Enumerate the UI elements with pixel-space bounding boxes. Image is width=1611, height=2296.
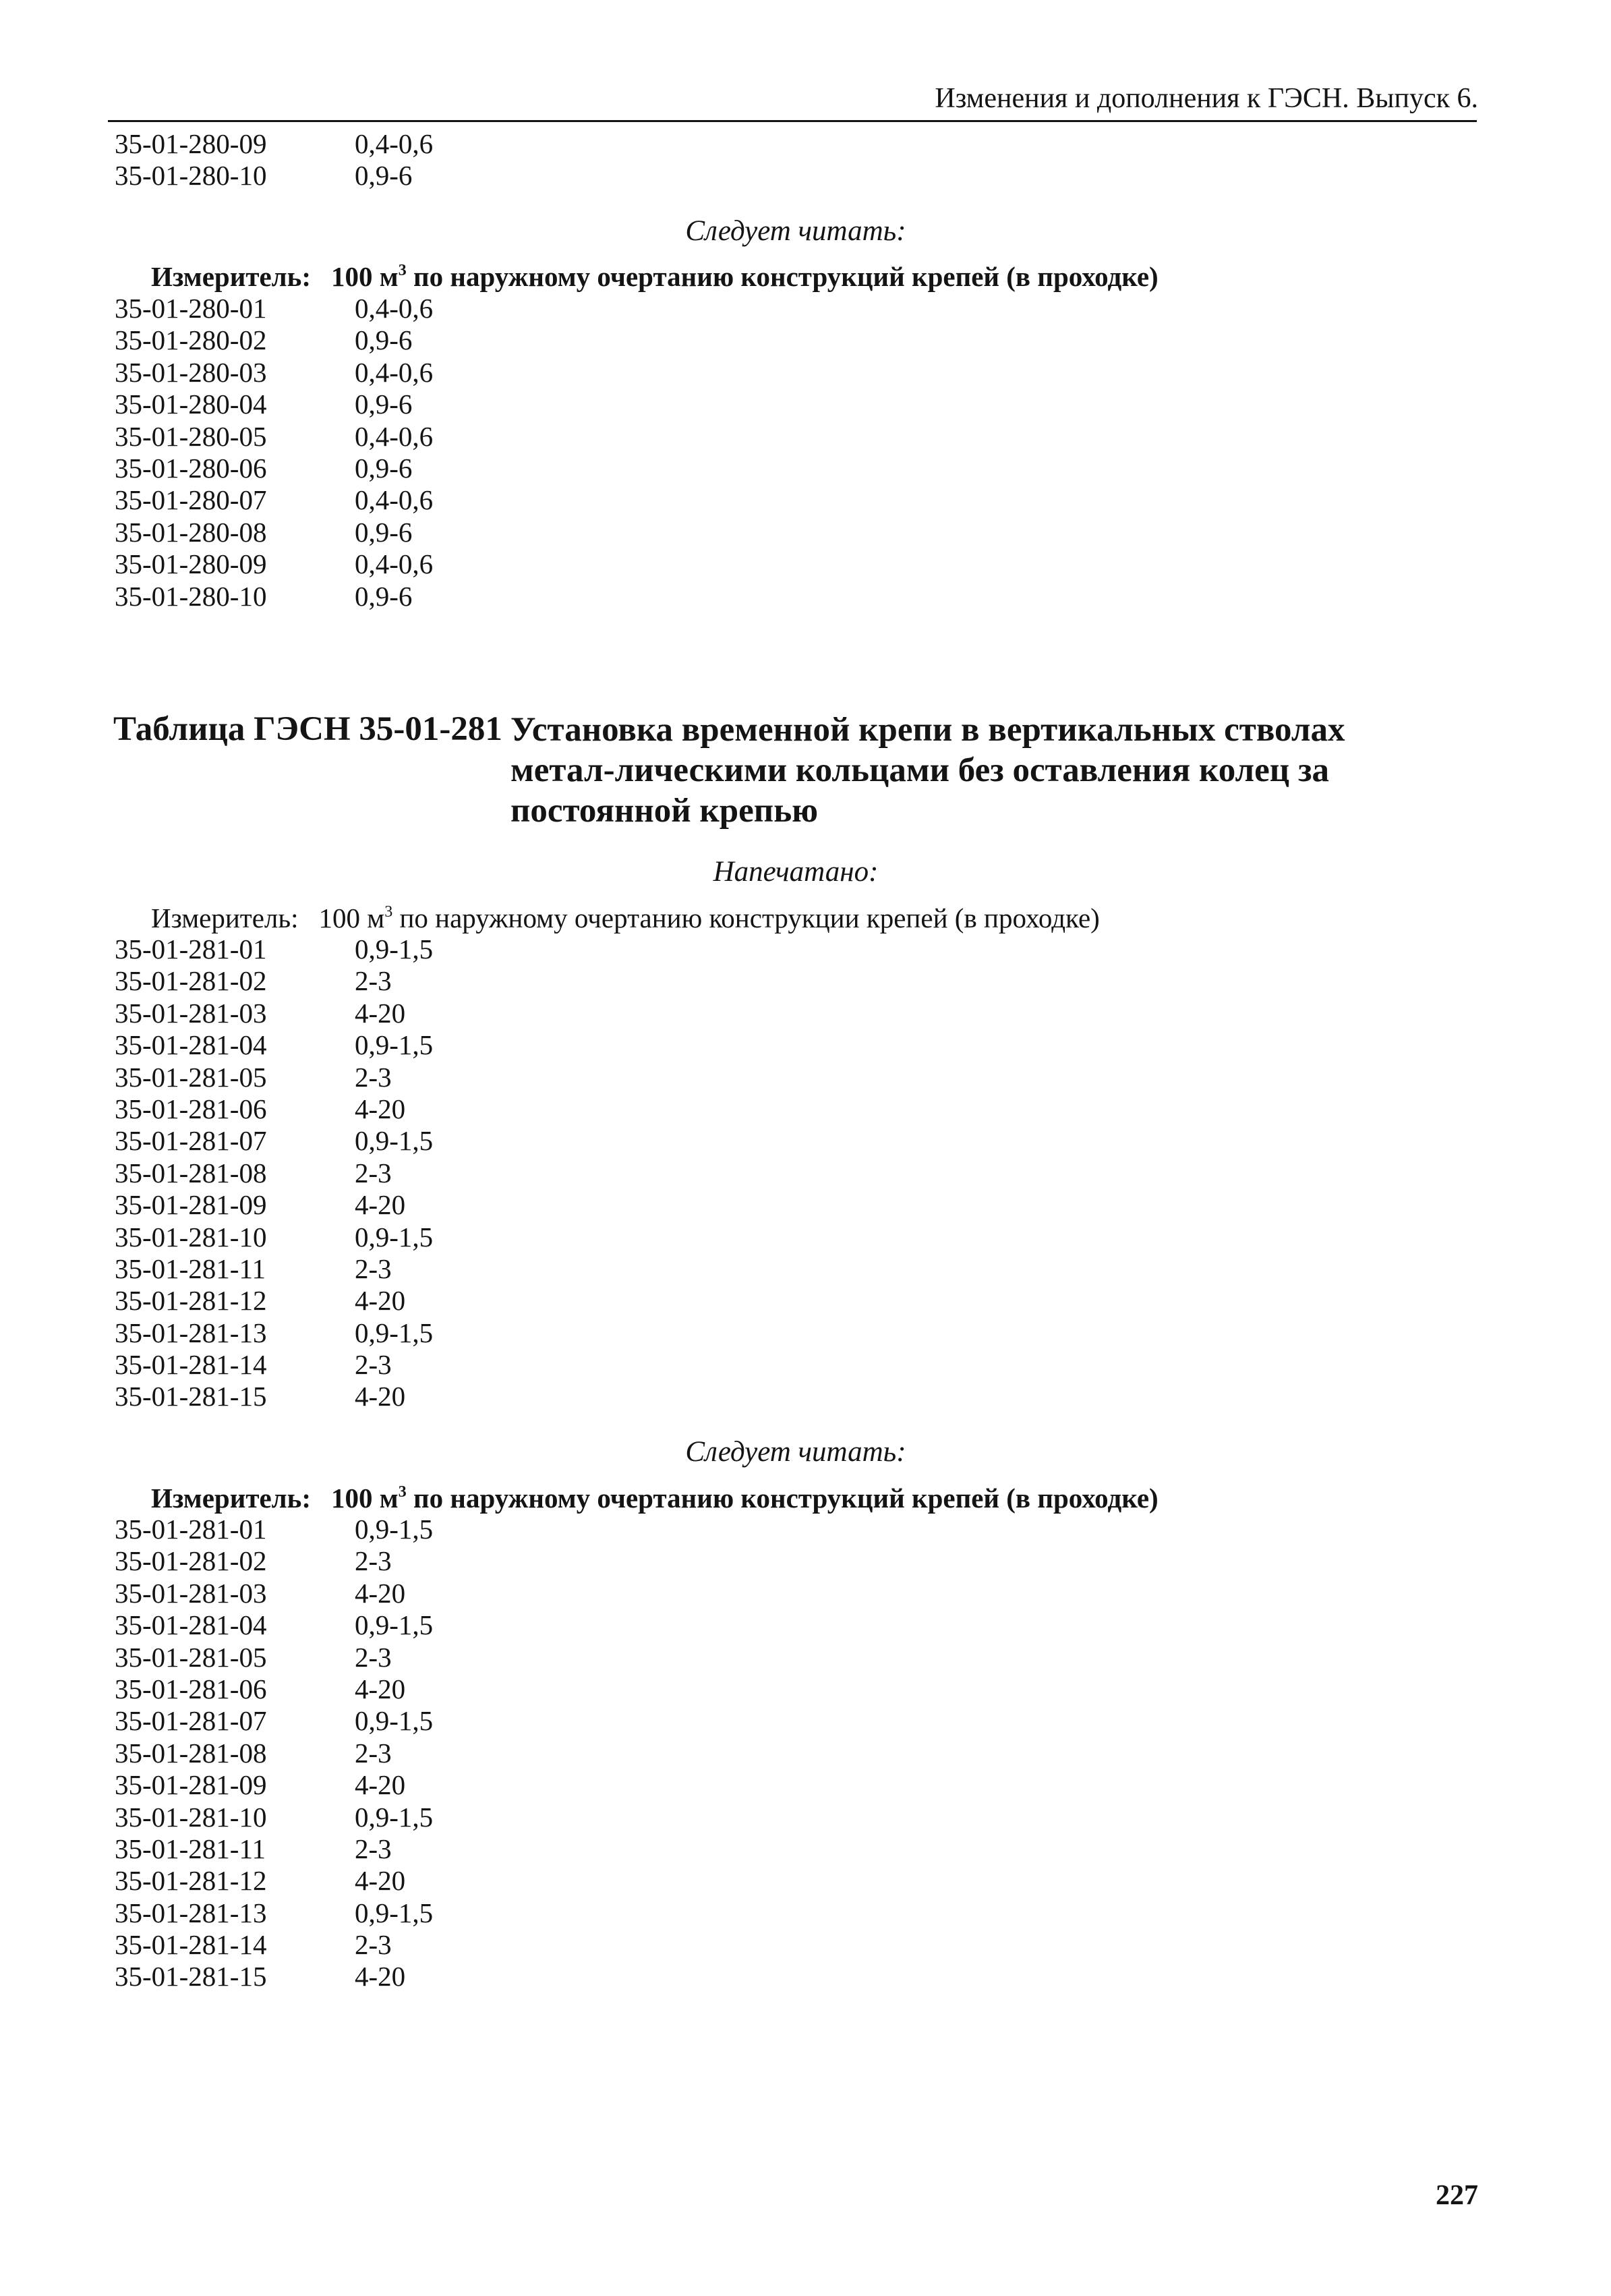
row-code: 35-01-281-06 [115, 1673, 267, 1704]
row-value: 2-3 [355, 1061, 392, 1093]
row-value: 2-3 [355, 1737, 392, 1769]
row-value: 0,9-6 [355, 516, 413, 548]
row-code: 35-01-281-08 [115, 1737, 267, 1769]
row-code: 35-01-281-15 [115, 1961, 267, 1992]
row-value: 0,9-6 [355, 452, 413, 484]
row-value: 4-20 [355, 997, 406, 1029]
measure-line [151, 260, 1159, 293]
running-header: Изменения и дополнения к ГЭСН. Выпуск 6. [935, 83, 1478, 114]
table-title-label: Таблица ГЭСН 35-01-281 [113, 710, 502, 748]
section-label-printed: Напечатано: [713, 856, 879, 888]
row-value: 0,9-6 [355, 389, 413, 420]
row-code: 35-01-281-10 [115, 1221, 267, 1253]
row-value: 0,4-0,6 [355, 293, 434, 324]
row-value: 4-20 [355, 1093, 406, 1124]
row-value: 2-3 [355, 1253, 392, 1284]
row-value: 4-20 [355, 1189, 406, 1221]
row-code: 35-01-280-09 [115, 548, 267, 580]
row-code: 35-01-281-09 [115, 1189, 267, 1221]
row-value: 0,9-1,5 [355, 1897, 434, 1928]
row-code: 35-01-281-09 [115, 1769, 267, 1801]
row-value: 0,9-1,5 [355, 1125, 434, 1157]
row-code: 35-01-281-02 [115, 965, 267, 997]
row-code: 35-01-281-13 [115, 1897, 267, 1928]
measure-label: Измеритель: [151, 261, 312, 292]
measure-desc: по наружному очертанию конструкции крепей (в проходке) [392, 902, 1100, 934]
row-code: 35-01-281-03 [115, 1577, 267, 1609]
row-code: 35-01-281-12 [115, 1865, 267, 1897]
row-value: 0,9-1,5 [355, 1609, 434, 1641]
row-code: 35-01-281-02 [115, 1545, 267, 1577]
row-code: 35-01-280-06 [115, 452, 267, 484]
measure-label: Измеритель: [151, 1483, 312, 1514]
row-value: 2-3 [355, 1929, 392, 1961]
row-value: 0,9-1,5 [355, 1801, 434, 1833]
row-value: 2-3 [355, 1833, 392, 1864]
row-value: 4-20 [355, 1381, 406, 1412]
measure-unit [331, 1482, 1159, 1514]
row-value: 0,9-1,5 [355, 1514, 434, 1545]
row-code: 35-01-281-05 [115, 1641, 267, 1673]
header-rule [108, 120, 1477, 122]
section-label-should-read: Следует читать: [685, 1436, 906, 1468]
row-code: 35-01-281-11 [115, 1253, 266, 1284]
row-code: 35-01-280-05 [115, 420, 267, 452]
row-value: 2-3 [355, 1349, 392, 1381]
row-value: 0,9-6 [355, 324, 413, 356]
row-code: 35-01-280-09 [115, 128, 267, 159]
measure-unit [318, 902, 1099, 934]
row-code: 35-01-281-12 [115, 1285, 267, 1317]
row-value: 0,9-6 [355, 580, 413, 612]
row-code: 35-01-280-02 [115, 324, 267, 356]
row-code: 35-01-281-05 [115, 1061, 267, 1093]
measure-unit-sup: 3 [384, 903, 393, 921]
row-code: 35-01-280-08 [115, 516, 267, 548]
row-code: 35-01-281-01 [115, 1514, 267, 1545]
row-value: 2-3 [355, 965, 392, 997]
measure-line [151, 902, 1100, 934]
row-value: 0,9-1,5 [355, 1221, 434, 1253]
row-value: 4-20 [355, 1577, 406, 1609]
row-value: 4-20 [355, 1285, 406, 1317]
row-value: 0,4-0,6 [355, 420, 434, 452]
measure-label: Измеритель: [151, 902, 299, 934]
row-value: 0,9-1,5 [355, 1029, 434, 1061]
row-value: 0,4-0,6 [355, 356, 434, 388]
row-code: 35-01-281-04 [115, 1029, 267, 1061]
table-title-text: Установка временной крепи в вертикальных стволах метал-лическими кольцами без оставления колец за постоянной крепью [510, 711, 1345, 830]
row-value: 0,9-6 [355, 160, 413, 192]
row-value: 4-20 [355, 1961, 406, 1992]
row-code: 35-01-281-08 [115, 1157, 267, 1188]
row-value: 2-3 [355, 1545, 392, 1577]
row-code: 35-01-280-01 [115, 293, 267, 324]
row-value: 0,9-1,5 [355, 934, 434, 965]
measure-unit-sup: 3 [398, 262, 407, 279]
measure-unit-text: 100 м [331, 261, 399, 292]
section-label-should-read: Следует читать: [685, 215, 906, 247]
row-code: 35-01-281-03 [115, 997, 267, 1029]
row-code: 35-01-280-07 [115, 484, 267, 516]
row-value: 0,4-0,6 [355, 484, 434, 516]
row-code: 35-01-281-15 [115, 1381, 267, 1412]
row-code: 35-01-281-14 [115, 1929, 267, 1961]
page-number: 227 [1436, 2180, 1478, 2211]
row-value: 2-3 [355, 1641, 392, 1673]
measure-desc: по наружному очертанию конструкций крепей (в проходке) [406, 1483, 1159, 1514]
row-value: 0,4-0,6 [355, 548, 434, 580]
row-code: 35-01-281-14 [115, 1349, 267, 1381]
row-code: 35-01-281-04 [115, 1609, 267, 1641]
row-code: 35-01-281-01 [115, 934, 267, 965]
measure-unit-sup: 3 [398, 1483, 407, 1501]
row-value: 0,9-1,5 [355, 1317, 434, 1348]
row-code: 35-01-281-11 [115, 1833, 266, 1864]
row-code: 35-01-281-13 [115, 1317, 267, 1348]
row-value: 4-20 [355, 1865, 406, 1897]
row-code: 35-01-280-10 [115, 580, 267, 612]
row-value: 4-20 [355, 1673, 406, 1704]
row-code: 35-01-280-10 [115, 160, 267, 192]
measure-unit-text: 100 м [318, 902, 385, 934]
row-code: 35-01-281-06 [115, 1093, 267, 1124]
row-code: 35-01-281-07 [115, 1705, 267, 1737]
row-value: 0,4-0,6 [355, 128, 434, 159]
row-value: 0,9-1,5 [355, 1705, 434, 1737]
measure-unit-text: 100 м [331, 1483, 399, 1514]
measure-desc: по наружному очертанию конструкций крепей (в проходке) [406, 261, 1159, 292]
row-code: 35-01-281-10 [115, 1801, 267, 1833]
row-value: 4-20 [355, 1769, 406, 1801]
row-value: 2-3 [355, 1157, 392, 1188]
row-code: 35-01-280-03 [115, 356, 267, 388]
row-code: 35-01-280-04 [115, 389, 267, 420]
measure-line [151, 1482, 1159, 1514]
measure-unit [331, 260, 1159, 293]
row-code: 35-01-281-07 [115, 1125, 267, 1157]
